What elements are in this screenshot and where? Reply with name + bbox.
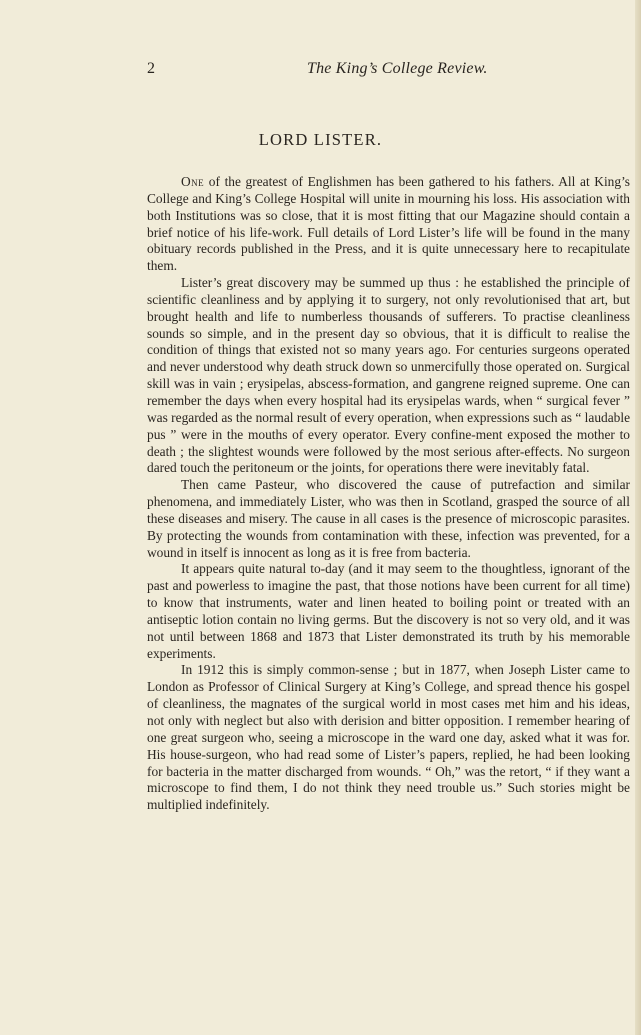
- page-header: [147, 60, 637, 84]
- article-title: LORD LISTER.: [258, 130, 383, 149]
- running-title: The King’s College Review.: [307, 60, 488, 77]
- page-edge: [635, 0, 641, 1035]
- paragraph-2: Lister’s great discovery may be summed up thus : he established the principle of scientific cleanliness and by applying it to surgery, not only revolutionised that art, but brought health and life to numberless thousands of sufferers. To practise cleanliness sounds so simple, and in the present day so obvious, that it is difficult to realise the condition of things that existed not so many years ago. For centuries surgeons operated and never understood why death struck down so unmercifully those operated on. Surgical skill was in vain ; erysipelas, abscess-formation, and gangrene reigned supreme. One can remember the days when every hospital had its erysipelas wards, when “ surgical fever ” was regarded as the normal result of every operation, when expressions such as “ laudable pus ” were in the mouths of every operator. Every confine-ment exposed the mother to death ; the slightest wounds were followed by the most serious after-effects. No surgeon dared touch the peritoneum or the joints, for operations there were inevitably fatal.: [147, 275, 631, 476]
- article-body: [147, 174, 630, 814]
- paragraph-1: [147, 174, 630, 275]
- paragraph-4: It appears quite natural to-day (and it may seem to the thoughtless, ignorant of the past and powerless to imagine the past, that those notions have been current for all time) to know that instruments, water and linen heated to boiling point or treated with an antiseptic lotion contain no living germs. But the discovery is not so very old, and it was not until between 1868 and 1873 that Lister demonstrated its truth by his memorable experiments.: [147, 561, 630, 661]
- page-number: 2: [147, 60, 155, 77]
- paragraph-5: In 1912 this is simply common-sense ; but in 1877, when Joseph Lister came to London as Professor of Clinical Surgery at King’s College, and spread thence his gospel of cleanliness, the magnates of the surgical world in most cases met him and his ideas, not only with neglect but also with derision and bitter opposition. I remember hearing of one great surgeon who, seeing a microscope in the ward one day, asked what it was for. His house-surgeon, who had read some of Lister’s papers, replied, he had been looking for bacteria in the matter discharged from wounds. “ Oh,” was the retort, “ if they want a microscope to find them, I do not think they need trouble us.” Such stories might be multiplied indefinitely.: [147, 662, 630, 813]
- opening-word: One: [181, 174, 205, 189]
- paragraph-3: Then came Pasteur, who discovered the cause of putrefaction and similar phenomena, and immediately Lister, who was then in Scotland, grasped the source of all these diseases and misery. The cause in all cases is the presence of microscopic parasites. By protecting the wounds from contamination with these, infection was prevented, for a wound in itself is innocent as long as it is free from bacteria.: [147, 477, 630, 560]
- paragraph-1-text: of the greatest of Englishmen has been gathered to his fathers. All at King’s College and King’s College Hospital will unite in mourning his loss. His association with both Institutions was so close, that it is most fitting that our Magazine should contain a brief notice of his life-work. Full details of Lord Lister’s life will be found in the many obituary records published in the Press, and it is quite unnecessary here to recapitulate them.: [147, 174, 630, 274]
